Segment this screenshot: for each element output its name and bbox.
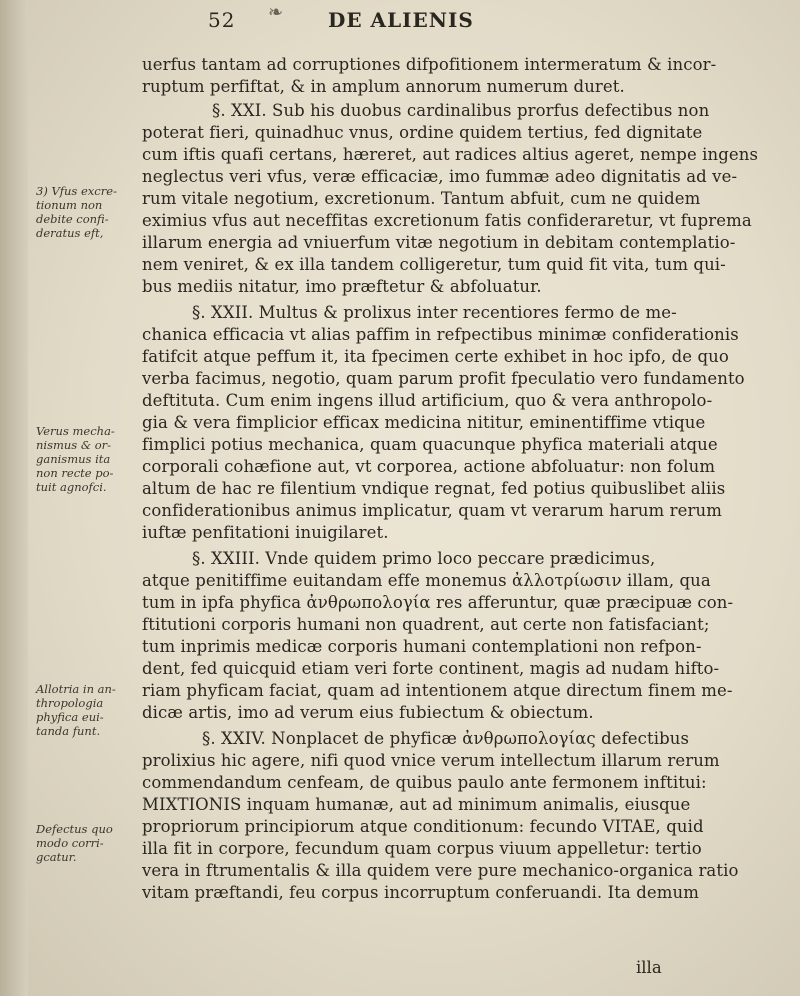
margin-note-line: tanda funt.	[36, 724, 101, 738]
margin-note-line: 3) Vfus excre-	[36, 184, 117, 198]
page-gutter-shadow	[0, 0, 28, 996]
text-line: fatifcit atque peffum it, ita fpecimen certe exhibet in hoc ipfo, de quo	[142, 347, 729, 366]
text-line: corporali cohæfione aut, vt corporea, actione abfoluatur: non folum	[142, 457, 716, 476]
text-line: riam phyficam faciat, quam ad intentionem atque directum finem me-	[142, 681, 733, 700]
text-line: altum de hac re filentium vndique regnat, fed potius quibuslibet aliis	[142, 479, 726, 498]
text-line: commendandum cenfeam, de quibus paulo ante fermonem inftitui:	[142, 773, 707, 792]
text-line: prolixius hic agere, nifi quod vnice verum intellectum illarum rerum	[142, 751, 720, 770]
text-line: propriorum principiorum atque conditionum: fecundo VITAE, quid	[142, 817, 704, 836]
text-line: §. XXIV. Nonplacet de phyficæ ἀνθρωπολογίας defectibus	[202, 729, 690, 748]
text-line: tum inprimis medicæ corporis humani contemplationi non refpon-	[142, 637, 702, 656]
text-line: §. XXIII. Vnde quidem primo loco peccare prædicimus,	[192, 549, 656, 568]
text-line: dicæ artis, imo ad verum eius fubiectum & obiectum.	[142, 703, 594, 722]
text-line: vera in ftrumentalis & illa quidem vere pure mechanico-organica ratio	[142, 861, 739, 880]
text-line: ftitutioni corporis humani non quadrent, aut certe non fatisfaciant;	[142, 615, 710, 634]
text-line: tum in ipfa phyfica ἀνθρωπολογία res afferuntur, quæ præcipuæ con-	[142, 593, 734, 612]
text-line: poterat fieri, quinadhuc vnus, ordine quidem tertius, fed dignitate	[142, 123, 703, 142]
catchword: illa	[636, 958, 662, 977]
margin-note-line: modo corri-	[36, 836, 104, 850]
text-line: eximius vfus aut neceffitas excretionum fatis confideraretur, vt fuprema	[142, 211, 752, 230]
text-line: deftituta. Cum enim ingens illud artificium, quo & vera anthropolo-	[142, 391, 713, 410]
text-line: confiderationibus animus implicatur, quam vt verarum harum rerum	[142, 501, 722, 520]
text-line: atque penitiffime euitandam effe monemus ἀλλοτρίωσιν illam, qua	[142, 571, 711, 590]
margin-note-line: tionum non	[36, 198, 103, 212]
margin-note-defectus	[36, 822, 128, 864]
running-header	[208, 2, 588, 36]
margin-note-line: Defectus quo	[36, 822, 113, 836]
text-line: dent, fed quicquid etiam veri forte continent, magis ad nudam hifto-	[142, 659, 720, 678]
text-line: §. XXII. Multus & prolixus inter recentiores fermo de me-	[192, 303, 677, 322]
text-line: neglectus veri vfus, veræ efficaciæ, imo fummæ adeo dignitatis ad ve-	[142, 167, 738, 186]
text-line: MIXTIONIS inquam humanæ, aut ad minimum animalis, eiusque	[142, 795, 691, 814]
margin-note-vfus-excretionum	[36, 184, 128, 240]
text-line: chanica efficacia vt alias paffim in refpectibus minimæ confiderationis	[142, 325, 739, 344]
text-line: nem veniret, & ex illa tandem colligeretur, tum quid fit vita, tum qui-	[142, 255, 726, 274]
margin-note-line: tuit agnofci.	[36, 480, 107, 494]
margin-note-line: Verus mecha-	[36, 424, 115, 438]
margin-note-line: nismus & or-	[36, 438, 112, 452]
text-line: fimplici potius mechanica, quam quacunque phyfica materiali atque	[142, 435, 718, 454]
margin-note-allotria	[36, 682, 128, 738]
text-line: illa fit in corpore, fecundum quam corpus viuum appelletur: tertio	[142, 839, 702, 858]
margin-note-line: Allotria in an-	[36, 682, 116, 696]
text-line: §. XXI. Sub his duobus cardinalibus prorfus defectibus non	[212, 101, 710, 120]
margin-note-line: deratus eft,	[36, 226, 104, 240]
page-number: 52	[208, 8, 236, 32]
text-line: rum vitale negotium, excretionum. Tantum abfuit, cum ne quidem	[142, 189, 701, 208]
margin-note-line: ganismus ita	[36, 452, 111, 466]
text-line: illarum energia ad vniuerfum vitæ negotium in debitam contemplatio-	[142, 233, 736, 252]
text-line: iuftæ penfitationi inuigilaret.	[142, 523, 389, 542]
margin-note-line: debite confi-	[36, 212, 109, 226]
text-line: cum iftis quafi certans, hæreret, aut radices altius ageret, nempe ingens	[142, 145, 759, 164]
margin-note-line: non recte po-	[36, 466, 114, 480]
text-line: bus mediis nitatur, imo præftetur & abfoluatur.	[142, 277, 542, 296]
text-line: gia & vera fimplicior efficax medicina nititur, eminentiffime vtique	[142, 413, 706, 432]
text-line: verba facimus, negotio, quam parum profit fpeculatio vero fundamento	[142, 369, 745, 388]
text-line: ruptum perfiftat, & in amplum annorum numerum duret.	[142, 77, 625, 96]
margin-note-line: gcatur.	[36, 850, 77, 864]
fleuron-icon: ❧	[268, 2, 285, 23]
text-line: vitam præftandi, feu corpus incorruptum conferuandi. Ita demum	[142, 883, 699, 902]
running-title: DE ALIENIS	[328, 8, 474, 32]
margin-note-verus-mechanismus	[36, 424, 128, 494]
margin-note-line: thropologia	[36, 696, 104, 710]
text-line: uerfus tantam ad corruptiones difpofitionem intermeratum & incor-	[142, 55, 717, 74]
margin-note-line: phyfica eui-	[36, 710, 104, 724]
